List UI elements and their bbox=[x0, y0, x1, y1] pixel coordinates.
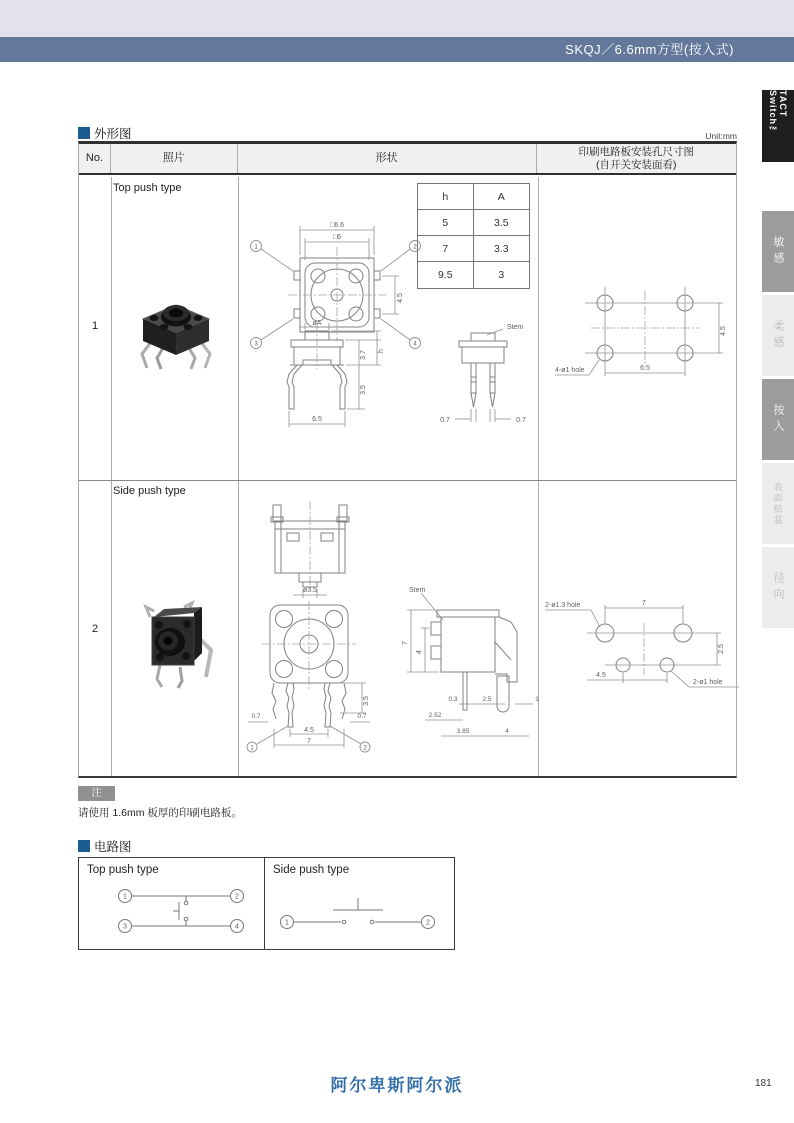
pin-1: 1 bbox=[123, 893, 127, 901]
top-strip bbox=[0, 0, 794, 37]
dim-45: 4.5 bbox=[596, 672, 606, 679]
side-push-profile-drawing bbox=[397, 580, 545, 748]
page-number: 181 bbox=[755, 1078, 772, 1089]
sidebar-tab-radial: 径向 bbox=[762, 547, 794, 628]
dim-25: 2.5 bbox=[482, 696, 492, 703]
dim-35: 3.5 bbox=[363, 696, 370, 706]
pin-4: 4 bbox=[413, 340, 417, 348]
dim-oA: øA bbox=[312, 320, 322, 327]
side-push-switch-photo bbox=[118, 595, 224, 692]
hole-label-top: 2-ø1.3 hole bbox=[545, 602, 581, 609]
circuit-label-side-push: Side push type bbox=[273, 864, 350, 876]
section-marker-icon bbox=[78, 127, 90, 139]
table-row-divider bbox=[79, 480, 736, 481]
circuit-cell-top-push bbox=[79, 858, 265, 949]
unit-label: Unit:mm bbox=[705, 131, 737, 141]
dim-45: 4.5 bbox=[720, 326, 727, 336]
pin-2: 2 bbox=[413, 243, 417, 251]
circuit-section-heading bbox=[78, 837, 132, 855]
outline-section-title: 外形图 bbox=[94, 127, 132, 141]
alps-logo: 阿尔卑斯阿尔派 bbox=[330, 1076, 464, 1095]
table-divider bbox=[111, 177, 112, 776]
side-push-circuit-diagram bbox=[275, 886, 445, 941]
top-push-side-view-drawing bbox=[427, 319, 535, 437]
top-push-front-view-drawing bbox=[241, 319, 396, 437]
dim-07-right: 0.7 bbox=[357, 713, 367, 720]
top-push-pcb-hole-diagram bbox=[553, 275, 738, 383]
stem-label: Stem bbox=[409, 587, 426, 594]
circuit-label-top-push: Top push type bbox=[87, 864, 159, 876]
dim-45: 4.5 bbox=[304, 727, 314, 734]
dim-37: 3.7 bbox=[360, 350, 367, 360]
table-divider bbox=[238, 177, 239, 776]
dim-45: 4.5 bbox=[397, 293, 404, 303]
side-push-front-view-drawing bbox=[244, 601, 374, 753]
top-push-switch-photo bbox=[123, 284, 229, 372]
pin-1: 1 bbox=[285, 919, 289, 927]
hole-label: 4-ø1 hole bbox=[555, 367, 585, 374]
variant-cell: 3.3 bbox=[493, 242, 509, 255]
sidebar-tab-pushin: 按入 bbox=[762, 379, 794, 460]
variant-cell: 7 bbox=[418, 236, 474, 261]
dim-35: 3.5 bbox=[360, 385, 367, 395]
col-header-pcb bbox=[537, 144, 736, 173]
col-header-shape: 形状 bbox=[238, 144, 537, 173]
variant-cell: 9.5 bbox=[418, 262, 474, 288]
stem-label: Stem bbox=[506, 324, 524, 331]
row2-type-label: Side push type bbox=[113, 485, 186, 497]
variant-cell: 3.5 bbox=[493, 216, 509, 229]
dim-4: 4 bbox=[416, 650, 423, 654]
dim-25: 2.5 bbox=[718, 644, 725, 654]
section-marker-icon bbox=[78, 840, 90, 852]
sidebar-tab-smd: 表面贴装 bbox=[762, 463, 794, 544]
dim-7: 7 bbox=[402, 641, 409, 645]
col-header-pcb-line1: 印刷电路板安装孔尺寸图 bbox=[578, 145, 695, 158]
pin-1: 1 bbox=[254, 243, 258, 251]
pin-1: 1 bbox=[250, 744, 254, 752]
pin-3: 3 bbox=[254, 340, 258, 348]
col-header-pcb-line2: (自开关安装面看) bbox=[596, 158, 677, 171]
outline-section-heading bbox=[78, 124, 132, 142]
pin-2: 2 bbox=[363, 744, 367, 752]
dim-1: 1 bbox=[535, 696, 539, 703]
circuit-cell-side-push bbox=[265, 858, 454, 949]
page-title: SKQJ／6.6mm方型(按入式) bbox=[0, 37, 794, 62]
dim-07-left: 0.7 bbox=[440, 417, 450, 424]
col-header-no: No. bbox=[79, 144, 111, 173]
variant-header-A: A bbox=[497, 190, 505, 203]
dim-h: h bbox=[378, 349, 385, 353]
dim-07-right: 0.7 bbox=[516, 417, 526, 424]
hole-label-bottom: 2-ø1 hole bbox=[693, 679, 723, 686]
dim-385: 3.85 bbox=[456, 728, 470, 735]
sidebar-tab-soft: 柔感 bbox=[762, 295, 794, 376]
outline-table-header bbox=[79, 144, 736, 175]
top-push-circuit-diagram bbox=[111, 882, 251, 942]
circuit-section-title: 电路图 bbox=[94, 840, 132, 854]
side-push-top-view-drawing bbox=[251, 499, 376, 601]
dim-sq6: □6 bbox=[332, 234, 342, 241]
dim-65: 6.5 bbox=[312, 416, 322, 423]
pin-3: 3 bbox=[123, 923, 127, 931]
sidebar-tab-sensitive: 敏感 bbox=[762, 211, 794, 292]
tact-switch-index-tab: TACT Switch™ bbox=[762, 90, 794, 162]
dim-sq66: □6.6 bbox=[330, 222, 344, 229]
dim-7: 7 bbox=[642, 600, 646, 607]
dim-o35: ø3.5 bbox=[302, 587, 318, 594]
variant-header-h: h bbox=[418, 184, 474, 209]
variant-cell: 3 bbox=[498, 269, 505, 281]
dim-03: 0.3 bbox=[448, 696, 458, 703]
side-push-pcb-hole-diagram bbox=[543, 581, 741, 693]
col-header-photo: 照片 bbox=[111, 144, 238, 173]
dim-07-left: 0.7 bbox=[251, 713, 261, 720]
row2-number: 2 bbox=[91, 623, 99, 635]
pin-4: 4 bbox=[235, 923, 239, 931]
dim-252: 2.52 bbox=[428, 712, 442, 719]
dim-65: 6.5 bbox=[640, 365, 650, 372]
note-text: 请使用 1.6mm 板厚的印刷电路板。 bbox=[78, 807, 242, 819]
row1-number: 1 bbox=[91, 320, 99, 332]
outline-table bbox=[78, 141, 737, 778]
variant-cell: 5 bbox=[418, 210, 474, 235]
note-badge: 注 bbox=[78, 786, 115, 801]
circuit-diagram-box bbox=[78, 857, 455, 950]
pin-2: 2 bbox=[235, 893, 239, 901]
dim-7: 7 bbox=[307, 738, 311, 745]
row1-type-label: Top push type bbox=[113, 182, 182, 194]
variant-dimension-table bbox=[417, 183, 530, 289]
dim-4b: 4 bbox=[505, 728, 509, 735]
pin-2: 2 bbox=[426, 919, 430, 927]
